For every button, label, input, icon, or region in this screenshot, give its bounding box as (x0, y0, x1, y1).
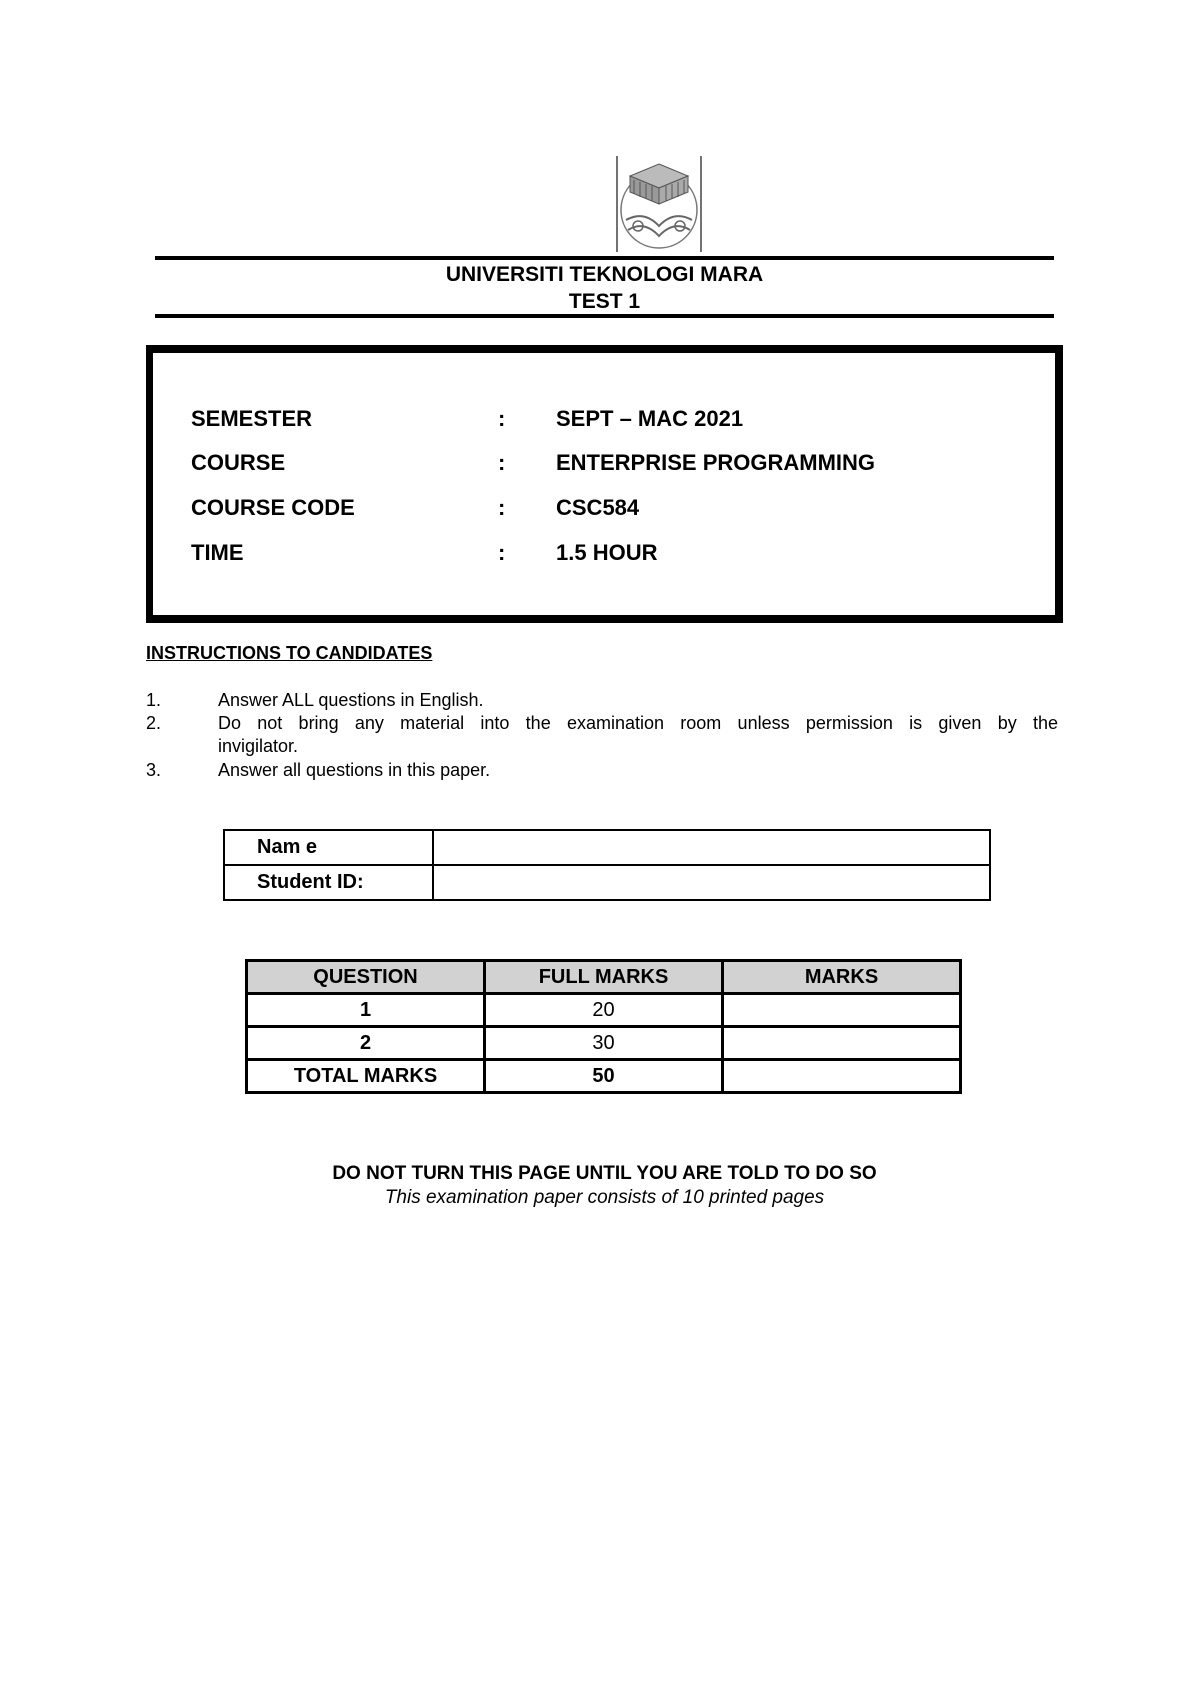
instruction-text-continued: invigilator. (218, 736, 299, 756)
course-code-separator: : (498, 495, 506, 520)
full-marks-value: 30 (485, 1027, 723, 1060)
instruction-text: Answer all questions in this paper. (218, 760, 491, 780)
instruction-text: Do not bring any material into the examination room unless permission is given by the (218, 713, 1058, 733)
course-code-value: CSC584 (556, 495, 640, 520)
instruction-text: Answer ALL questions in English. (218, 690, 484, 710)
table-row (224, 865, 990, 900)
question-number: 2 (247, 1027, 485, 1060)
semester-label: SEMESTER (191, 406, 313, 431)
header-top-rule (155, 256, 1054, 260)
instruction-number: 3. (146, 760, 162, 780)
table-row-total (247, 1060, 961, 1093)
marks-field[interactable] (723, 1027, 961, 1060)
header-bottom-rule (155, 314, 1054, 318)
total-full-marks-value: 50 (485, 1060, 723, 1093)
instruction-item (146, 689, 1058, 712)
instruction-item (146, 759, 1058, 782)
instruction-item (146, 712, 1058, 758)
total-marks-field[interactable] (723, 1060, 961, 1093)
semester-separator: : (498, 406, 506, 431)
marks-header: MARKS (723, 961, 961, 994)
semester-value: SEPT – MAC 2021 (556, 406, 744, 431)
instruction-number: 1. (146, 690, 162, 710)
question-number: 1 (247, 994, 485, 1027)
course-label: COURSE (191, 450, 286, 475)
marks-field[interactable] (723, 994, 961, 1027)
marks-table (245, 959, 962, 1094)
full-marks-header: FULL MARKS (485, 961, 723, 994)
table-row (247, 994, 961, 1027)
student-id-label: Student ID: (224, 865, 433, 900)
table-row (224, 830, 990, 865)
name-label: Nam e (224, 830, 433, 865)
course-code-label: COURSE CODE (191, 495, 355, 520)
student-details-table (223, 829, 991, 901)
question-header: QUESTION (247, 961, 485, 994)
student-id-field[interactable] (433, 865, 990, 900)
university-name: UNIVERSITI TEKNOLOGI MARA (445, 263, 764, 286)
university-logo (614, 154, 704, 258)
test-title: TEST 1 (568, 290, 641, 313)
exam-info-box (146, 345, 1063, 623)
table-row (247, 1027, 961, 1060)
footer-page-count: This examination paper consists of 10 printed pages (384, 1187, 825, 1208)
total-marks-label: TOTAL MARKS (247, 1060, 485, 1093)
footer-warning: DO NOT TURN THIS PAGE UNTIL YOU ARE TOLD TO DO SO (332, 1163, 877, 1184)
time-value: 1.5 HOUR (556, 540, 658, 565)
instruction-number: 2. (146, 713, 162, 733)
table-header-row (247, 961, 961, 994)
time-separator: : (498, 540, 506, 565)
full-marks-value: 20 (485, 994, 723, 1027)
course-separator: : (498, 450, 506, 475)
time-label: TIME (191, 540, 244, 565)
name-field[interactable] (433, 830, 990, 865)
instructions-heading: INSTRUCTIONS TO CANDIDATES (146, 643, 433, 663)
course-value: ENTERPRISE PROGRAMMING (556, 450, 876, 475)
